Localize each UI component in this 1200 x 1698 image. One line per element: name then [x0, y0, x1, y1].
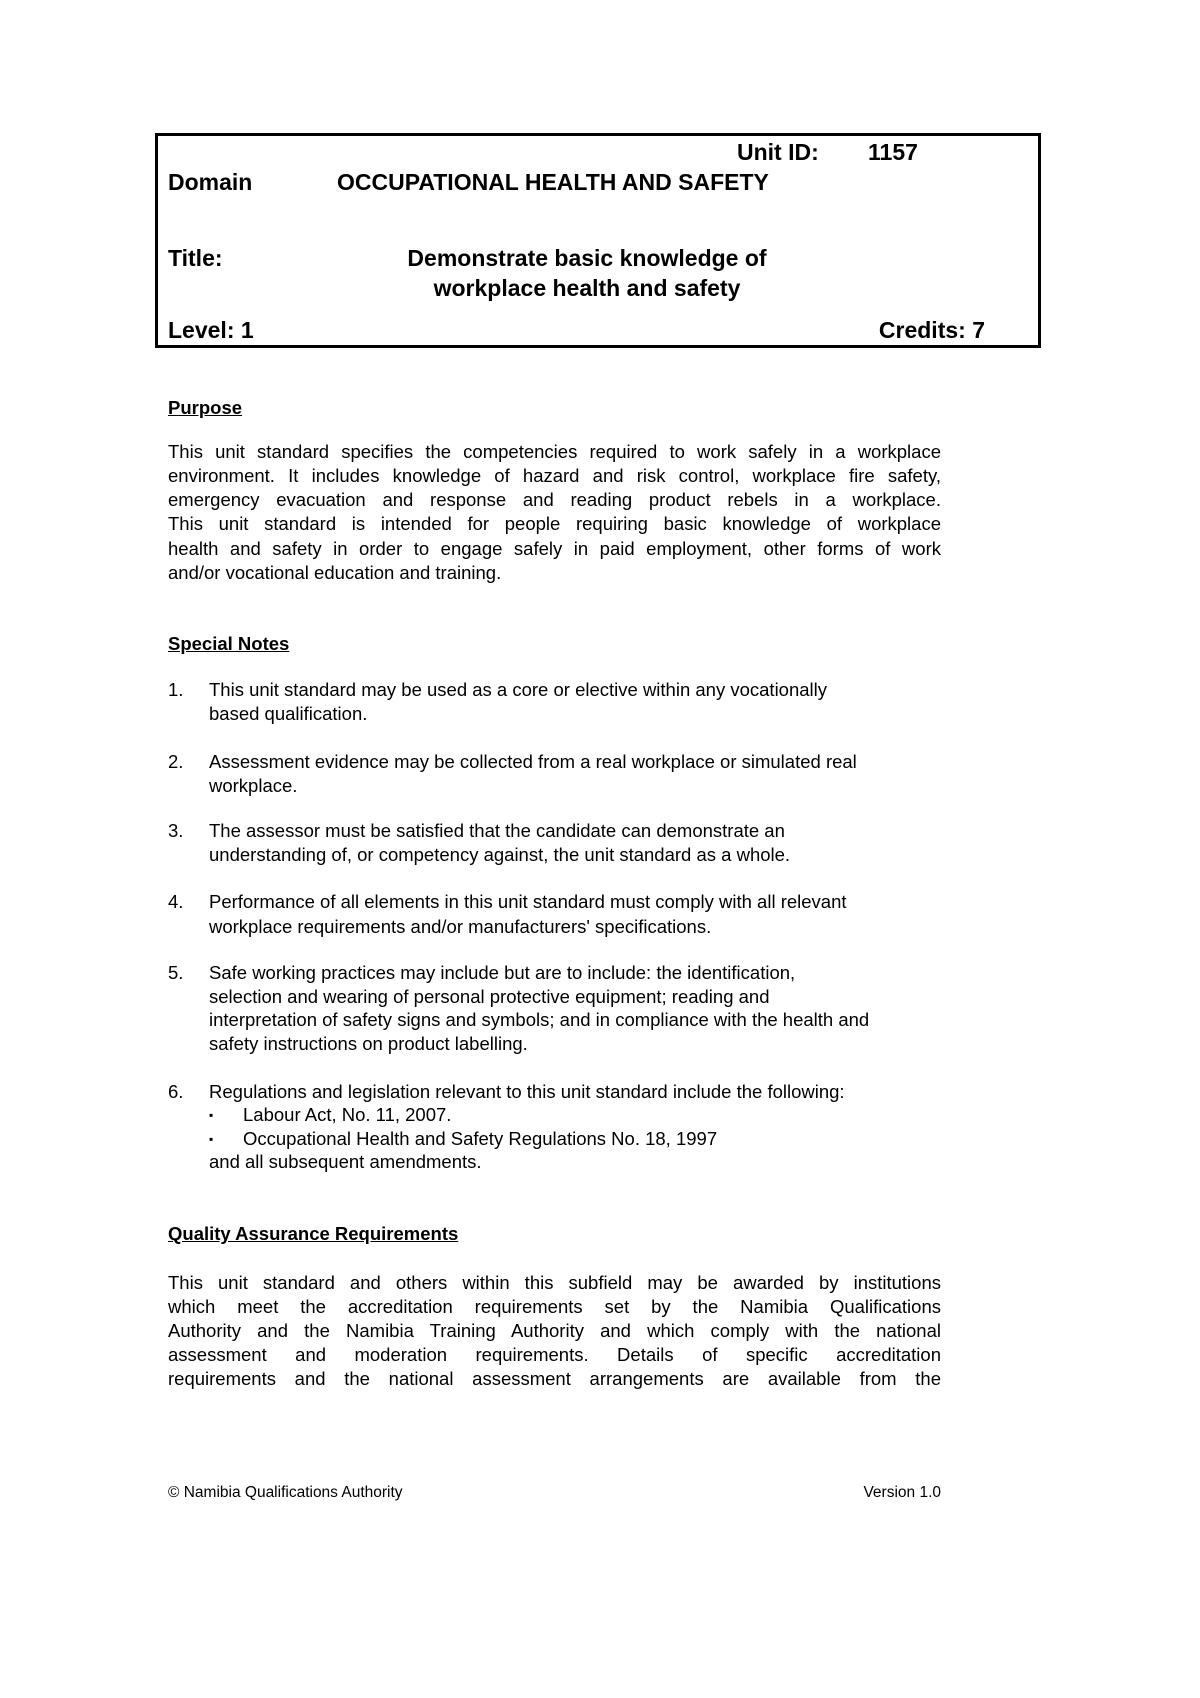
title-label: Title:	[168, 245, 223, 271]
bullet-icon: ▪	[209, 1108, 214, 1122]
qa-line: assessment and moderation requirements. Details of specific accreditation	[168, 1344, 941, 1365]
legislation-item: Labour Act, No. 11, 2007.	[243, 1104, 452, 1125]
note-number: 2.	[168, 751, 184, 772]
legislation-item: Occupational Health and Safety Regulations No. 18, 1997	[243, 1128, 718, 1149]
note-line: Assessment evidence may be collected from a real workplace or simulated real	[209, 751, 857, 772]
qa-line: requirements and the national assessment arrangements are available from the	[168, 1368, 941, 1389]
bullet-icon: ▪	[209, 1132, 214, 1146]
note-line: interpretation of safety signs and symbols; and in compliance with the health and	[209, 1009, 870, 1030]
note-line: This unit standard may be used as a core or elective within any vocationally	[209, 679, 828, 700]
note-line: Performance of all elements in this unit standard must comply with all relevant	[209, 891, 847, 912]
note-line: workplace requirements and/or manufacturers' specifications.	[209, 916, 712, 937]
purpose-line: health and safety in order to engage safely in paid employment, other forms of work	[168, 538, 941, 559]
note-line: The assessor must be satisfied that the candidate can demonstrate an	[209, 820, 785, 841]
credits: Credits: 7	[878, 317, 985, 343]
quality-assurance-heading: Quality Assurance Requirements	[168, 1223, 459, 1244]
purpose-line: environment. It includes knowledge of hazard and risk control, workplace fire safety,	[168, 465, 941, 486]
unit-id-label: Unit ID:	[737, 139, 819, 165]
title-line-1: Demonstrate basic knowledge of	[407, 245, 767, 271]
note-number: 4.	[168, 891, 184, 912]
domain-label: Domain	[168, 169, 253, 195]
title-line-2: workplace health and safety	[433, 275, 741, 301]
qa-line: Authority and the Namibia Training Authority and which comply with the national	[168, 1320, 941, 1341]
purpose-line: emergency evacuation and response and reading product rebels in a workplace.	[168, 489, 941, 510]
note-line: understanding of, or competency against, the unit standard as a whole.	[209, 844, 791, 865]
note-number: 1.	[168, 679, 184, 700]
note-line: safety instructions on product labelling.	[209, 1033, 528, 1054]
qa-line: which meet the accreditation requirements set by the Namibia Qualifications	[168, 1296, 941, 1317]
purpose-line: and/or vocational education and training.	[168, 562, 502, 583]
footer-version: Version 1.0	[863, 1484, 941, 1501]
note-number: 5.	[168, 962, 184, 983]
note-number: 3.	[168, 820, 184, 841]
footer-copyright: © Namibia Qualifications Authority	[168, 1484, 403, 1501]
special-notes-heading: Special Notes	[168, 633, 290, 654]
note-number: 6.	[168, 1081, 184, 1102]
purpose-heading: Purpose	[168, 397, 243, 418]
level: Level: 1	[168, 317, 254, 343]
qa-line: This unit standard and others within this subfield may be awarded by institutions	[168, 1272, 941, 1293]
purpose-line: This unit standard is intended for people requiring basic knowledge of workplace	[168, 513, 941, 534]
note-line: Safe working practices may include but are to include: the identification,	[209, 962, 796, 983]
unit-id-value: 1157	[868, 139, 918, 165]
note-line: and all subsequent amendments.	[209, 1151, 482, 1172]
purpose-line: This unit standard specifies the competencies required to work safely in a workplace	[168, 441, 941, 462]
note-line: selection and wearing of personal protective equipment; reading and	[209, 986, 770, 1007]
note-line: based qualification.	[209, 703, 368, 724]
domain-value: OCCUPATIONAL HEALTH AND SAFETY	[337, 169, 769, 195]
note-line: Regulations and legislation relevant to this unit standard include the following:	[209, 1081, 845, 1102]
note-line: workplace.	[209, 775, 298, 796]
